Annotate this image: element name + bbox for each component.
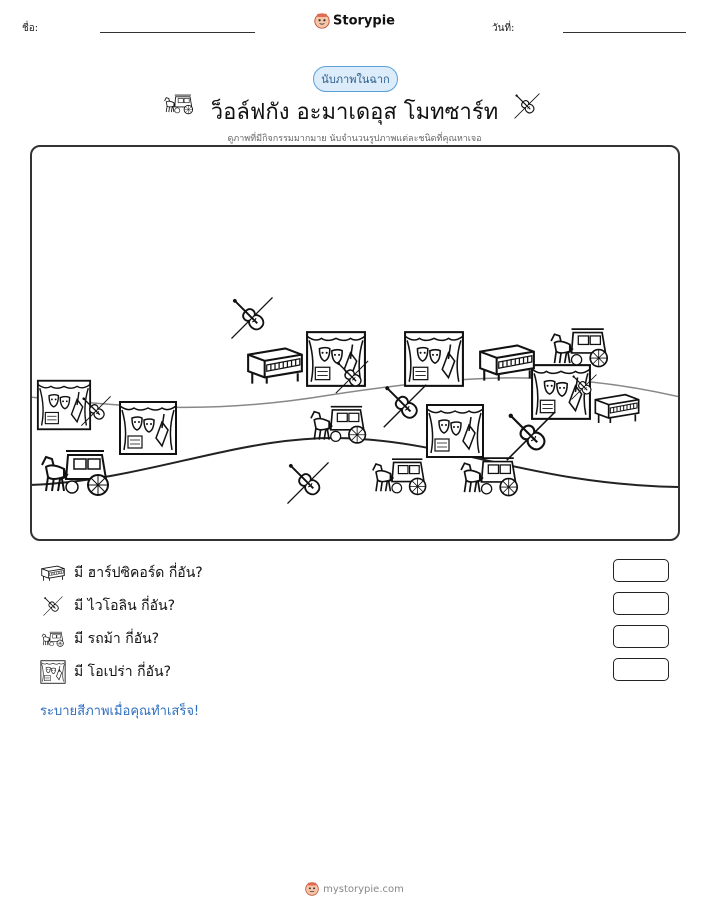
- question-text: มี โอเปร่า กี่อัน?: [74, 664, 171, 680]
- name-line[interactable]: [100, 32, 255, 33]
- opera-icon: [405, 332, 463, 386]
- carriage-icon: [551, 329, 607, 366]
- violin-icon: [285, 460, 329, 504]
- footer: [0, 882, 709, 896]
- answer-box-opera[interactable]: [613, 658, 669, 681]
- search-scene: [30, 145, 680, 541]
- question-harpsichord: [40, 560, 203, 586]
- instructions: ดูภาพที่มีกิจกรรมมากมาย นับจำนวนรูปภาพแต่ละชนิดที่คุณหาเจอ: [227, 134, 482, 144]
- harpsichord-icon: [480, 345, 534, 380]
- carriage-icon: [461, 458, 517, 495]
- activity-badge: นับภาพในฉาก: [313, 66, 398, 92]
- harpsichord-icon: [40, 560, 66, 586]
- footer-url[interactable]: mystorypie.com: [323, 884, 404, 895]
- date-label: วันที่:: [492, 23, 515, 34]
- answer-box-carriage[interactable]: [613, 625, 669, 648]
- brand-logo: [0, 13, 709, 29]
- carriage-icon: [373, 459, 426, 494]
- question-text: มี ไวโอลิน กี่อัน?: [74, 598, 175, 614]
- violin-title-icon: [510, 89, 544, 123]
- carriage-icon: [40, 626, 66, 652]
- carriage-icon: [311, 407, 365, 443]
- harpsichord-icon: [248, 348, 302, 383]
- date-line[interactable]: [563, 32, 686, 33]
- violin-icon: [381, 382, 426, 427]
- brand-name: Storypie: [333, 13, 395, 29]
- color-instruction: ระบายสีภาพเมื่อคุณทำเสร็จ!: [40, 704, 200, 719]
- answer-box-violin[interactable]: [613, 592, 669, 615]
- carriage-icon: [42, 451, 108, 495]
- answer-box-harpsichord[interactable]: [613, 559, 669, 582]
- violin-icon: [40, 593, 66, 619]
- question-carriage: [40, 626, 159, 652]
- question-text: มี ฮาร์ปซิคอร์ด กี่อัน?: [74, 565, 203, 581]
- opera-icon: [427, 405, 483, 457]
- scene-art: [30, 145, 680, 541]
- question-violin: [40, 593, 175, 619]
- opera-icon: [38, 381, 90, 430]
- storypie-logo-icon: [314, 13, 330, 29]
- opera-icon: [120, 402, 176, 454]
- name-label: ชื่อ:: [22, 23, 39, 34]
- opera-icon: [532, 365, 590, 419]
- violin-icon: [229, 295, 273, 339]
- page-title: ว็อล์ฟกัง อะมาเดอุส โมทซาร์ท: [210, 100, 499, 125]
- question-opera: [40, 659, 171, 685]
- harpsichord-icon: [595, 395, 638, 423]
- storypie-logo-icon: [305, 882, 319, 896]
- question-text: มี รถม้า กี่อัน?: [74, 631, 160, 647]
- opera-icon: [40, 659, 66, 685]
